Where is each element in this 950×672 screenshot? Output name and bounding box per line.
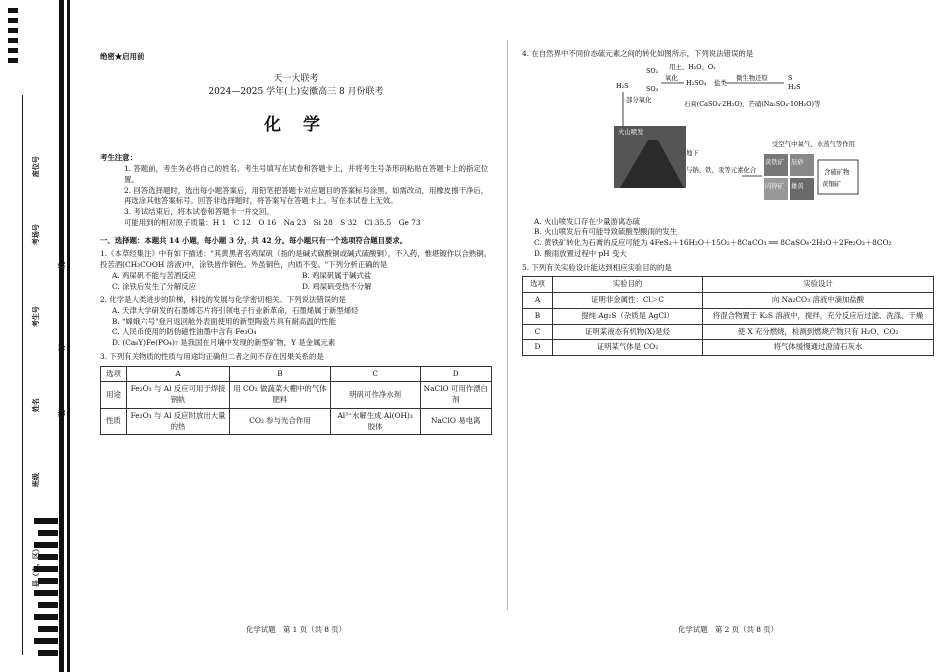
registration-bar: [38, 626, 58, 632]
table-header: 实验目的: [553, 277, 703, 293]
registration-bar: [38, 602, 58, 608]
diagram-label: 雄黄: [791, 181, 804, 190]
notice-title: 考生注意：: [100, 153, 137, 163]
diagram-label: 氧化: [665, 73, 678, 82]
option-b: B. 鸡屎矾属于碱式盐: [302, 270, 372, 280]
binding-field-label: 姓名: [30, 398, 40, 413]
table-cell: Al³⁺水解生成 Al(OH)₃ 胶体: [330, 408, 420, 434]
diagram-label: 黄铜矿: [822, 179, 842, 188]
registration-bar: [8, 28, 18, 33]
row-label: 性质: [101, 408, 127, 434]
table-row: [101, 382, 492, 408]
option-b: B. "嫦娥六号"登月返回舱外表面使用的新型陶瓷片具有耐高温的性能: [112, 316, 336, 326]
diagram-label: 石膏(CaSO₄·2H₂O)、芒硝(Na₂SO₄·10H₂O)等: [684, 99, 821, 108]
table-cell: 提纯 Ag₂S（杂质是 AgCl）: [553, 308, 703, 324]
question-5: [522, 263, 934, 356]
binding-field-label: 县（市、区）: [30, 545, 40, 588]
diagram-label: 与钠、铁、汞等元素化合: [686, 165, 757, 174]
table-cell: 向 Na₂CO₃ 溶液中滴加盐酸: [703, 293, 934, 309]
mineral-box: [818, 160, 858, 194]
diagram-label: 盐类: [714, 78, 727, 87]
question-1: [100, 249, 492, 292]
question-stem: 5. 下列有关实验设计能达到相应实验目的的是: [522, 262, 672, 272]
table-cell: 使 X 充分燃烧，检测到燃烧产物只有 H₂O、CO₂: [703, 324, 934, 340]
table-row: [101, 408, 492, 434]
organizer: 天一大联考: [273, 73, 319, 84]
table-cell: Fe₂O₃ 与 Al 反应可用于焊接钢轨: [127, 382, 230, 408]
section-heading: 一、选择题：本题共 14 小题，每小题 3 分，共 42 分。每小题只有一个选项符合题目要求。: [100, 235, 408, 245]
option-c: C. 黄铁矿转化为石膏的反应可能为 4FeS₂＋16H₂O＋15O₂＋8CaCO₃ ══ 8CaSO₄·2H₂O＋2Fe₂O₃＋8CO₂: [534, 238, 892, 248]
diagram-label: S: [788, 73, 793, 82]
table-cell: Fe₂O₃ 与 Al 反应时放出大量的热: [127, 408, 230, 434]
registration-bar: [8, 58, 18, 63]
atomic-masses: 可能用到的相对原子质量：H 1 C 12 O 16 Na 23 Si 28 S 32 Cl 35.5 Ge 73: [124, 217, 421, 227]
diagram-label: 黄铁矿: [765, 157, 785, 166]
option-a: A. 鸡屎矾不能与苦酒反应: [112, 270, 196, 280]
binding-field-label: 班级: [30, 473, 40, 488]
exam-page-1: [100, 0, 492, 672]
notice-item: 2. 回答选择题时，选出每小题答案后，用铅笔把答题卡对应题目的答案标号涂黑。如需改动，用橡皮擦干净后，再选涂其他答案标号。回答非选择题时，将答案写在答题卡上。写在本试卷上无效。: [124, 185, 489, 206]
question-4: [522, 49, 934, 260]
table-cell: 证明某气体是 CO₂: [553, 340, 703, 356]
page-divider: [507, 40, 508, 610]
table-header: A: [127, 366, 230, 382]
question-stem: 1.《本草经集注》中有如下描述："其黄黑者名鸡屎矾（指的是碱式碳酸铜或碱式硫酸铜），不入药，惟堪镀作以合熟铜。投苦酒(CH₃COOH 溶液)中，涂铁皆作铜色。外虽铜色，内质不变。"下列分析正确的是: [100, 249, 492, 270]
registration-bar: [34, 638, 58, 644]
diagram-label: 微生物还原: [736, 73, 768, 82]
diagram-label: H₂S: [788, 82, 801, 91]
table-header: 选项: [101, 366, 127, 382]
registration-bar: [8, 18, 18, 23]
sulfur-cycle-diagram: [614, 64, 862, 214]
registration-bar: [38, 650, 58, 656]
binding-margin: [0, 0, 74, 672]
diagram-label: 部分氧化: [626, 95, 652, 104]
registration-bar: [34, 518, 58, 524]
row-label: D: [523, 340, 553, 356]
registration-bar: [34, 590, 58, 596]
question-2: [100, 295, 492, 349]
row-label: A: [523, 293, 553, 309]
page-footer: 化学试题 第 2 页（共 8 页）: [677, 625, 779, 635]
table-cell: 证明某液态有机物(X)是烃: [553, 324, 703, 340]
diagram-label: H₂SO₄: [686, 78, 707, 87]
exam-title: 2024—2025 学年(上)安徽高三 8 月份联考: [208, 86, 384, 97]
notice-item: 1. 答题前，考生务必将自己的姓名、考生号填写在试卷和答题卡上，并将考生号条形码粘贴在答题卡上的指定位置。: [124, 164, 489, 184]
diagram-label: SO₂: [646, 66, 659, 75]
option-b: B. 火山喷发后有可能导致硫酸型酸雨的发生: [534, 227, 678, 237]
table-cell: 明矾可作净水剂: [330, 382, 420, 408]
option-d: D. 酸雨放置过程中 pH 变大: [534, 248, 627, 258]
diagram-label: 含硫矿物: [824, 167, 850, 176]
table-cell: NaClO 易电离: [420, 408, 491, 434]
q3-table: [100, 366, 492, 436]
table-header: 实验设计: [703, 277, 934, 293]
table-cell: CO₂ 参与光合作用: [230, 408, 331, 434]
registration-bar: [8, 48, 18, 53]
table-row: [523, 308, 934, 324]
table-cell: NaClO 可用作漂白剂: [420, 382, 491, 408]
option-c: C. 人民币使用的防伪磁性油墨中含有 Fe₃O₄: [112, 327, 257, 337]
registration-bar: [34, 614, 58, 620]
q5-table: [522, 276, 934, 356]
registration-bar: [8, 38, 18, 43]
table-header: 选项: [523, 277, 553, 293]
question-stem: 3. 下列有关物质的性质与用途均正确但二者之间不存在因果关系的是: [100, 351, 324, 361]
binding-field-label: 座位号: [30, 156, 40, 178]
option-c: C. 涂铁后发生了分解反应: [112, 281, 196, 291]
table-row: [523, 324, 934, 340]
row-label: C: [523, 324, 553, 340]
option-d: D. (Ca₈Y)Fe(PO₄)₇ 是我国在月壤中发现的新型矿物，Y 是金属元素: [112, 338, 336, 348]
diagram-label: 受空气中氧气、水蒸气等作用: [772, 139, 856, 148]
table-header: B: [230, 366, 331, 382]
notice-item: 3. 考试结束后，将本试卷和答题卡一并交回。: [124, 207, 274, 217]
question-3: [100, 352, 492, 435]
table-header: D: [420, 366, 491, 382]
diagram-label: 火山喷发: [618, 127, 644, 136]
table-cell: 将混合物置于 K₂S 溶液中，搅拌，充分反应后过滤、洗涤、干燥: [703, 308, 934, 324]
diagram-label: 用土、H₂O、O₂: [669, 63, 716, 71]
subject-title: 化 学: [264, 114, 328, 135]
cut-line-label: 订: [56, 344, 66, 352]
table-row: [523, 293, 934, 309]
table-cell: 证明非金属性：Cl＞C: [553, 293, 703, 309]
diagram-label: 辰砂: [791, 157, 804, 166]
binding-field-label: 考生号: [30, 306, 40, 328]
question-stem: 2. 化学是人类进步的阶梯，科技的发展与化学密切相关。下列说法错误的是: [100, 295, 346, 305]
diagram-label: 闪锌矿: [765, 181, 785, 190]
diagram-label: SO₃: [646, 84, 659, 93]
binding-field-label: 考场号: [30, 224, 40, 246]
page-footer: 化学试题 第 1 页（共 8 页）: [245, 625, 347, 635]
cut-line-label: 装: [56, 410, 66, 418]
option-d: D. 鸡屎矾受热不分解: [302, 281, 372, 291]
row-label: 用途: [101, 382, 127, 408]
table-header: C: [330, 366, 420, 382]
table-row: [523, 340, 934, 356]
diagram-label: 地下: [686, 148, 699, 157]
exam-page-2: [522, 0, 934, 672]
question-stem: 4. 在自然界中不同价态硫元素之间的转化如图所示，下列说法错误的是: [522, 49, 754, 58]
registration-bar: [38, 530, 58, 536]
registration-bar: [8, 8, 18, 13]
diagram-label: H₂S: [616, 81, 629, 90]
table-cell: 将气体缓慢通过澄清石灰水: [703, 340, 934, 356]
confidential-mark: 绝密★启用前: [100, 52, 145, 61]
cut-line-label: 线: [56, 262, 66, 270]
table-cell: 用 CO₂ 做蔬菜大棚中的气体肥料: [230, 382, 331, 408]
option-a: A. 天津大学研发的石墨烯芯片将引领电子行业新革命，石墨烯属于新型烯烃: [112, 306, 359, 316]
row-label: B: [523, 308, 553, 324]
option-a: A. 火山喷发口存在少量游离态硫: [534, 216, 641, 226]
